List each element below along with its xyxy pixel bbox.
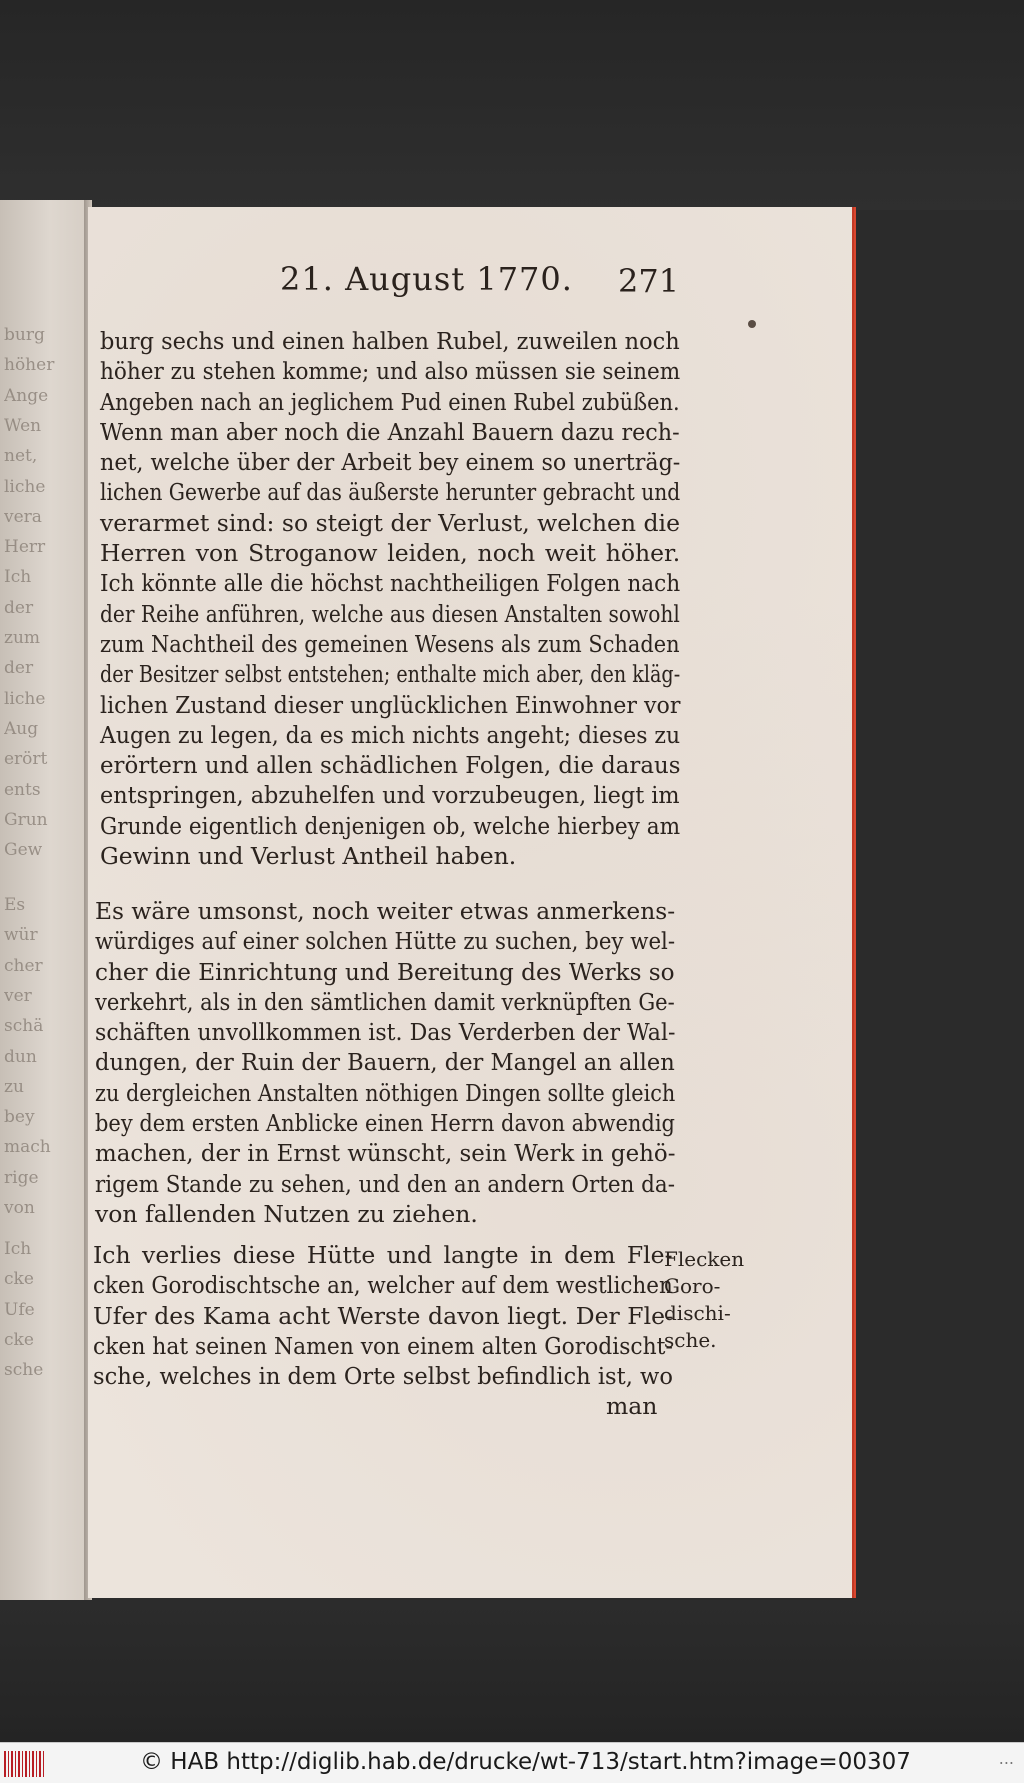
previous-page-text-fragment: Ufe bbox=[4, 1300, 35, 1319]
text-line: erörtern und allen schädlichen Folgen, die daraus bbox=[100, 751, 681, 780]
previous-page-text-fragment: burg bbox=[4, 326, 45, 344]
text-line: cken hat seinen Namen von einem alten Gorodischt- bbox=[93, 1331, 673, 1360]
previous-page-text-fragment: cke bbox=[4, 1330, 34, 1349]
paragraph-3 bbox=[93, 1240, 673, 1391]
text-line: zu dergleichen Anstalten nöthigen Dingen sollte gleich bbox=[95, 1078, 676, 1107]
previous-page-text-fragment: bey bbox=[4, 1108, 35, 1127]
text-line: Grunde eigentlich denjenigen ob, welche hierbey am bbox=[100, 811, 681, 840]
previous-page-text-fragment: vera bbox=[4, 507, 42, 526]
previous-page-text-fragment: schä bbox=[4, 1017, 44, 1036]
text-line: dungen, der Ruin der Bauern, der Mangel an allen bbox=[95, 1048, 675, 1077]
text-line: net, welche über der Arbeit bey einem so unerträg- bbox=[100, 448, 681, 477]
hab-logo-icon bbox=[4, 1751, 46, 1777]
previous-page-text-fragment: zum bbox=[4, 629, 41, 647]
previous-page-text-fragment: Ange bbox=[4, 386, 49, 405]
text-line: cken Gorodischtsche an, welcher auf dem westlichen bbox=[93, 1271, 673, 1300]
previous-page-text-fragment: Aug bbox=[4, 719, 39, 738]
previous-page-text-fragment: erört bbox=[4, 750, 48, 769]
text-line: Angeben nach an jeglichem Pud einen Rubel zubüßen. bbox=[100, 387, 680, 416]
text-line: cher die Einrichtung und Bereitung des Werks so bbox=[95, 957, 675, 986]
page-number: 271 bbox=[618, 262, 680, 300]
previous-page-text-fragment: Ich bbox=[4, 1240, 32, 1258]
text-line: zum Nachtheil des gemeinen Wesens als zum Schaden bbox=[100, 629, 680, 658]
previous-page-text-fragment: Gew bbox=[4, 841, 43, 860]
previous-page-text-fragment: von bbox=[4, 1199, 35, 1217]
text-line: lichen Gewerbe auf das äußerste herunter gebracht und bbox=[100, 478, 681, 507]
paragraph-1 bbox=[100, 326, 680, 871]
text-line: machen, der in Ernst wünscht, sein Werk in gehö- bbox=[95, 1139, 676, 1168]
margin-note-line: Flecken bbox=[664, 1247, 745, 1271]
more-icon[interactable]: ... bbox=[998, 1749, 1014, 1768]
ink-spot bbox=[748, 320, 756, 328]
text-line: der Reihe anführen, welche aus diesen Anstalten sowohl bbox=[100, 599, 680, 628]
text-line: lichen Zustand dieser unglücklichen Einwohner vor bbox=[100, 690, 681, 719]
text-line: burg sechs und einen halben Rubel, zuweilen noch bbox=[100, 327, 680, 355]
footer-credit-link[interactable]: © HAB http://diglib.hab.de/drucke/wt-713/start.htm?image=00307 bbox=[140, 1749, 911, 1775]
background-top bbox=[0, 0, 1024, 210]
text-line: schäften unvollkommen ist. Das Verderben der Wal- bbox=[95, 1018, 676, 1047]
text-line: Herren von Stroganow leiden, noch weit höher. bbox=[100, 539, 681, 568]
previous-page-text-fragment: liche bbox=[4, 689, 46, 708]
previous-page-text-fragment: Grun bbox=[4, 810, 48, 829]
previous-page-text-fragment: liche bbox=[4, 477, 46, 496]
previous-page-text-fragment: cher bbox=[4, 956, 43, 975]
background-bottom bbox=[0, 1600, 1024, 1742]
previous-page-text-fragment: Herr bbox=[4, 538, 46, 557]
text-line: Gewinn und Verlust Antheil haben. bbox=[100, 842, 517, 871]
text-line: sche, welches in dem Orte selbst befindlich ist, wo bbox=[93, 1362, 673, 1391]
previous-page-text-fragment: ents bbox=[4, 780, 41, 799]
text-line: verarmet sind: so steigt der Verlust, welchen die bbox=[100, 508, 680, 537]
margin-note-line: sche. bbox=[664, 1328, 717, 1352]
previous-page-text-fragment: net, bbox=[4, 447, 38, 466]
text-line: verkehrt, als in den sämtlichen damit verknüpften Ge- bbox=[95, 987, 675, 1016]
footer-bar bbox=[0, 1742, 1024, 1783]
text-line: Wenn man aber noch die Anzahl Bauern dazu rech- bbox=[100, 417, 680, 446]
text-line: Ufer des Kama acht Werste davon liegt. Der Fle- bbox=[93, 1301, 673, 1330]
margin-note-line: Goro- bbox=[664, 1274, 721, 1298]
previous-page-text-fragment: ver bbox=[4, 986, 32, 1005]
margin-note bbox=[664, 1246, 744, 1354]
text-line: Ich verlies diese Hütte und langte in dem Fle- bbox=[93, 1241, 673, 1269]
previous-page-text-fragment: rige bbox=[4, 1168, 39, 1187]
running-title: 21. August 1770. bbox=[280, 260, 573, 298]
previous-page-text-fragment: dun bbox=[4, 1047, 37, 1066]
text-line: entspringen, abzuhelfen und vorzubeugen, liegt im bbox=[100, 781, 680, 810]
text-line: würdiges auf einer solchen Hütte zu suchen, bey wel- bbox=[95, 927, 676, 956]
paragraph-2 bbox=[95, 896, 675, 1229]
previous-page-text-fragment: Ich bbox=[4, 568, 32, 587]
text-line: Ich könnte alle die höchst nachtheiligen Folgen nach bbox=[100, 569, 681, 598]
previous-page-text-fragment: der bbox=[4, 598, 34, 617]
margin-note-line: dischi- bbox=[664, 1301, 731, 1325]
previous-page-text-fragment: mach bbox=[4, 1138, 51, 1157]
previous-page-text-fragment: cke bbox=[4, 1270, 34, 1289]
previous-page-text-fragment: höher bbox=[4, 356, 55, 375]
previous-page-text-fragment: wür bbox=[4, 926, 38, 945]
previous-page-edge bbox=[0, 200, 84, 1600]
catchword: man bbox=[606, 1392, 658, 1420]
text-line: rigem Stande zu sehen, und den an andern Orten da- bbox=[95, 1169, 675, 1198]
text-line: von fallenden Nutzen zu ziehen. bbox=[95, 1199, 478, 1228]
previous-page-text-fragment: sche bbox=[4, 1361, 44, 1380]
previous-page-text-fragment: Wen bbox=[4, 416, 42, 435]
text-line: bey dem ersten Anblicke einen Herrn davon abwendig bbox=[95, 1109, 675, 1138]
previous-page-text-fragment: Es bbox=[4, 896, 26, 914]
text-line: höher zu stehen komme; und also müssen sie seinem bbox=[100, 357, 681, 386]
text-line: der Besitzer selbst entstehen; enthalte mich aber, den kläg- bbox=[100, 660, 681, 689]
text-line: Augen zu legen, da es mich nichts angeht; dieses zu bbox=[100, 720, 681, 749]
text-line: Es wäre umsonst, noch weiter etwas anmerkens- bbox=[95, 897, 676, 925]
previous-page-text-fragment: der bbox=[4, 659, 34, 678]
previous-page-text-fragment: zu bbox=[4, 1077, 24, 1096]
